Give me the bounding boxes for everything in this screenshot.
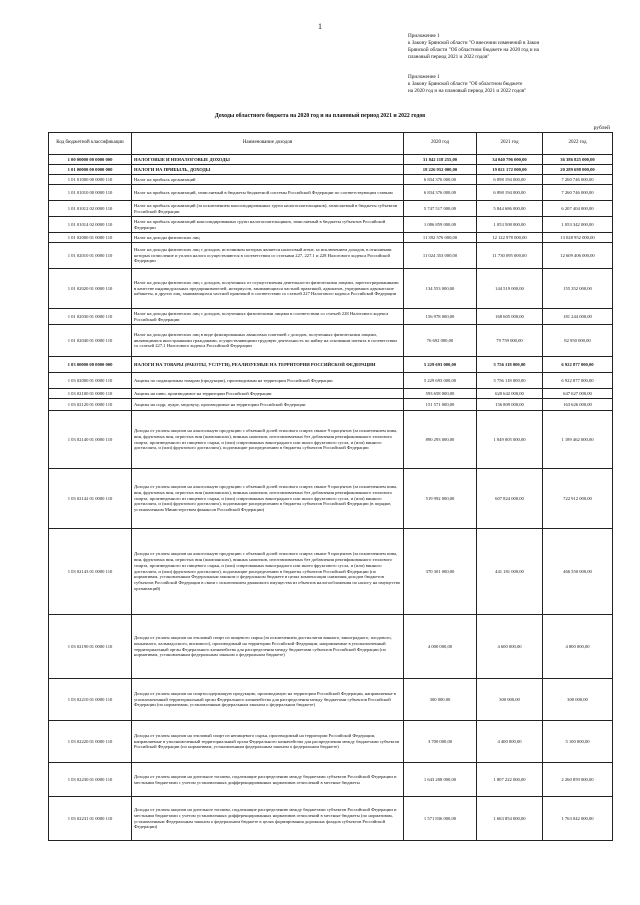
row-2020: 6 834 376 000,00	[404, 185, 477, 201]
row-2022: 36 386 825 000,00	[543, 155, 613, 165]
table-row	[49, 175, 613, 185]
row-name: Доходы от уплаты акцизов на спиртосодержащую продукцию, производимую на территории Российской Федерации, направляемые в уполномоченный территориальный орган Федерального казначейства для распределения между бюджетами субъектов Российской Федерации (по нормативам, установленным федеральным законом о федеральном бюджете)	[132, 679, 404, 721]
row-code: 1 01 02010 01 0000 110	[49, 243, 132, 269]
row-2020: 890 293 000,00	[404, 411, 477, 469]
row-2020: 5 229 693 000,00	[404, 373, 477, 389]
row-2022: 466 550 000,00	[543, 529, 613, 615]
row-name: НАЛОГИ НА ТОВАРЫ (РАБОТЫ, УСЛУГИ), РЕАЛИЗУЕМЫЕ НА ТЕРРИТОРИИ РОССИЙСКОЙ ФЕДЕРАЦИИ	[132, 357, 404, 373]
row-code: 1 03 02140 01 0000 110	[49, 411, 132, 469]
table-row	[49, 201, 613, 217]
table-row	[49, 763, 613, 797]
row-name: Доходы от уплаты акцизов на алкогольную продукцию с объемной долей этилового спирта свыше 9 процентов (за исключением пива, вин, фруктовых вин, игристых вин (шампанских), винных напитков, изготавливаемых без добавления ректификованного этилового спирта, произведенного из пищевого сырья, и (или) спиртованных виноградного или иного фруктового сусла, и (или) винного дистиллята, и (или) фруктового дистиллята), подлежащие распределению в бюджеты субъектов Российской Федерации	[132, 411, 404, 469]
row-2020: 519 992 000,00	[404, 469, 477, 529]
appendix-line: на 2020 год и на плановый период 2021 и 2022 годов"	[408, 87, 527, 94]
appendix-line: Приложение 1	[408, 74, 440, 80]
row-2022: 2 260 859 000,00	[543, 763, 613, 797]
row-code: 1 03 02143 01 0000 110	[49, 529, 132, 615]
row-code: 1 01 02030 01 0000 110	[49, 309, 132, 325]
row-name: Акцизы по подакцизным товарам (продукции), производимым на территории Российской Федерации	[132, 373, 404, 389]
row-code: 1 01 02020 01 0000 110	[49, 269, 132, 309]
row-name: Налог на доходы физических лиц с доходов, источником которых является налоговый агент, за исключением доходов, в отношении которых исчисление и уплата налога осуществляются в соответствии со статьями 227, 227.1 и 228 Налогового кодекса Российской Федерации	[132, 243, 404, 269]
row-2021: 1 053 508 000,00	[477, 217, 543, 233]
row-2022: 163 626 000,00	[543, 399, 613, 411]
table-row	[49, 243, 613, 269]
row-2022: 300 000,00	[543, 679, 613, 721]
page-number: 1	[318, 22, 322, 31]
row-2021: 79 759 000,00	[477, 325, 543, 357]
row-name: Налог на доходы физических лиц с доходов, полученных физическими лицами в соответствии со статьей 228 Налогового кодекса Российской Федерации	[132, 309, 404, 325]
table-header-row	[49, 133, 613, 155]
units-label: рублей	[593, 125, 610, 131]
table-row	[49, 155, 613, 165]
table-row	[49, 721, 613, 763]
row-2022: 4 800 000,00	[543, 615, 613, 679]
document-title: Доходы областного бюджета на 2020 год и на плановый период 2021 и 2022 годов	[214, 113, 426, 119]
row-2022: 7 260 746 000,00	[543, 175, 613, 185]
row-2020: 5 229 693 000,00	[404, 357, 477, 373]
row-2021: 5 756 118 000,00	[477, 357, 543, 373]
row-2020: 5 747 517 000,00	[404, 201, 477, 217]
header-name: Наименование доходов	[132, 133, 404, 155]
row-name: Налог на прибыль организаций консолидированных групп налогоплательщиков, зачисляемый в бюджеты субъектов Российской Федерации	[132, 217, 404, 233]
appendix-header-1	[408, 33, 630, 60]
row-name: Налог на доходы физических лиц в виде фиксированных авансовых платежей с доходов, полученных физическими лицами, являющимися иностранными гражданами, осуществляющими трудовую деятельность по найму на основании патента в соответствии со статьей 227.1 Налогового кодекса Российской Федерации	[132, 325, 404, 357]
row-2020: 3 700 000,00	[404, 721, 477, 763]
table-row	[49, 217, 613, 233]
row-2020: 151 571 000,00	[404, 399, 477, 411]
appendix-line: к Закону Брянской области "Об областном бюджете	[408, 80, 523, 87]
table-row	[49, 233, 613, 243]
row-2021: 5 756 118 000,00	[477, 373, 543, 389]
row-2022: 5 100 000,00	[543, 721, 613, 763]
table-row	[49, 399, 613, 411]
row-2022: 155 352 000,00	[543, 269, 613, 309]
row-code: 1 03 02100 01 0000 110	[49, 389, 132, 399]
table-row	[49, 165, 613, 175]
row-code: 1 01 02000 01 0000 110	[49, 233, 132, 243]
appendix-header-2	[408, 74, 630, 95]
row-code: 1 01 01000 00 0000 110	[49, 175, 132, 185]
row-name: Доходы от уплаты акцизов на алкогольную продукцию с объемной долей этилового спирта свыше 9 процентов (за исключением пива, вин, фруктовых вин, игристых вин (шампанских), винных напитков, изготавливаемых без добавления ректификованного этилового спирта, произведенного из пищевого сырья, и (или) спиртованных виноградного или иного фруктового сусла, и (или) винного дистиллята, и (или) фруктового дистиллята), подлежащие распределению в бюджеты субъектов Российской Федерации (в порядке, установленном Министерством финансов Российской Федерации)	[132, 469, 404, 529]
row-2021: 4 600 000,00	[477, 615, 543, 679]
row-name: Налог на доходы физических лиц	[132, 233, 404, 243]
row-2022: 1 053 342 000,00	[543, 217, 613, 233]
row-name: Доходы от уплаты акцизов на дизельное топливо, подлежащие распределению между бюджетами субъектов Российской Федерации и местными бюджетами с учетом установленных дифференцированных нормативов отчислений в местные бюджеты	[132, 763, 404, 797]
row-2022: 181 244 000,00	[543, 309, 613, 325]
row-2021: 6 898 194 000,00	[477, 185, 543, 201]
row-2020: 593 658 000,00	[404, 389, 477, 399]
row-2022: 6 922 877 000,00	[543, 373, 613, 389]
appendix-line: к Закону Брянской области "О внесении изменений в Закон	[408, 39, 540, 46]
row-2022: 1 763 042 000,00	[543, 797, 613, 841]
row-2020: 31 842 118 255,00	[404, 155, 477, 165]
row-code: 1 01 01014 02 0000 110	[49, 217, 132, 233]
table-row	[49, 373, 613, 389]
row-2020: 18 226 952 000,00	[404, 165, 477, 175]
row-2021: 4 400 000,00	[477, 721, 543, 763]
row-code: 1 03 02142 01 0000 110	[49, 469, 132, 529]
header-2021: 2021 год	[477, 133, 543, 155]
row-code: 1 01 02040 01 0000 110	[49, 325, 132, 357]
table-row	[49, 309, 613, 325]
table-row	[49, 269, 613, 309]
row-2020: 4 000 000,00	[404, 615, 477, 679]
row-2021: 12 122 978 000,00	[477, 233, 543, 243]
row-code: 1 01 00000 00 0000 000	[49, 165, 132, 175]
table-row	[49, 185, 613, 201]
appendix-line: Приложение 1	[408, 33, 440, 39]
row-2021: 1 049 005 000,00	[477, 411, 543, 469]
row-2022: 647 627 000,00	[543, 389, 613, 399]
row-2021: 11 730 095 000,00	[477, 243, 543, 269]
row-2022: 722 912 000,00	[543, 469, 613, 529]
row-2022: 6 207 404 000,00	[543, 201, 613, 217]
table-row	[49, 615, 613, 679]
row-2021: 620 642 000,00	[477, 389, 543, 399]
row-2020: 370 301 000,00	[404, 529, 477, 615]
appendix-line: плановый период 2021 и 2022 годов"	[408, 53, 490, 60]
header-code: Код бюджетной классификации	[49, 133, 132, 155]
row-2022: 6 922 877 000,00	[543, 357, 613, 373]
revenue-table	[48, 132, 613, 841]
row-2020: 11 392 576 000,00	[404, 233, 477, 243]
row-name: Налог на прибыль организаций	[132, 175, 404, 185]
table-row	[49, 357, 613, 373]
row-name: Доходы от уплаты акцизов на этиловый спирт из пищевого сырья (за исключением дистиллятов винного, виноградного, плодового, коньячного, кальвадосного, вискового), производимый на территории Российской Федерации, направляемые в уполномоченный территориальный орган Федерального казначейства для распределения между бюджетами субъектов Российской Федерации (по нормативам, установленным федеральным законом о федеральном бюджете)	[132, 615, 404, 679]
row-name: НАЛОГОВЫЕ И НЕНАЛОГОВЫЕ ДОХОДЫ	[132, 155, 404, 165]
row-name: Доходы от уплаты акцизов на алкогольную продукцию с объемной долей этилового спирта свыше 9 процентов (за исключением пива, вин, фруктовых вин, игристых вин (шампанских), винных напитков, изготавливаемых без добавления ректификованного этилового спирта, произведенного из пищевого сырья, и (или) спиртованных виноградного или иного фруктового сусла, и (или) винного дистиллята, и (или) фруктового дистиллята), подлежащие распределению в бюджеты субъектов Российской Федерации (по нормативам, установленным Федеральным законом о федеральном бюджете в целях компенсации снижения доходов бюджетов субъектов Российской Федерации в связи с исключением движимого имущества из объектов налогообложения по налогу на имущество организаций)	[132, 529, 404, 615]
row-2021: 300 000,00	[477, 679, 543, 721]
row-name: Доходы от уплаты акцизов на дизельное топливо, подлежащие распределению между бюджетами субъектов Российской Федерации и местными бюджетами с учетом установленных дифференцированных нормативов отчислений в местные бюджеты (по нормативам, установленным Федеральным законом о федеральном бюджете в целях формирования дорожных фондов субъектов Российской Федерации)	[132, 797, 404, 841]
row-code: 1 01 01012 02 0000 110	[49, 201, 132, 217]
row-2021: 607 824 000,00	[477, 469, 543, 529]
row-name: НАЛОГИ НА ПРИБЫЛЬ, ДОХОДЫ	[132, 165, 404, 175]
row-2020: 134 553 000,00	[404, 269, 477, 309]
row-2022: 20 289 698 000,00	[543, 165, 613, 175]
row-code: 1 03 02231 01 0000 110	[49, 797, 132, 841]
row-2020: 1 086 859 000,00	[404, 217, 477, 233]
row-2020: 11 024 353 000,00	[404, 243, 477, 269]
row-code: 1 03 02190 01 0000 110	[49, 615, 132, 679]
row-name: Акцизы на сидр, пуаре, медовуху, производимые на территории Российской Федерации	[132, 399, 404, 411]
header-2022: 2022 год	[543, 133, 613, 155]
row-code: 1 01 01010 00 0000 110	[49, 185, 132, 201]
row-name: Налог на прибыль организаций (за исключением консолидированных групп налогоплательщиков), зачисляемый в бюджеты субъектов Российской Федерации	[132, 201, 404, 217]
row-2020: 1 643 208 000,00	[404, 763, 477, 797]
table-row	[49, 529, 613, 615]
row-2021: 19 021 172 000,00	[477, 165, 543, 175]
row-2021: 6 898 194 000,00	[477, 175, 543, 185]
row-code: 1 03 02120 01 0000 110	[49, 399, 132, 411]
row-code: 1 03 02220 01 0000 110	[49, 721, 132, 763]
row-2020: 156 978 000,00	[404, 309, 477, 325]
row-name: Акцизы на пиво, производимое на территории Российской Федерации	[132, 389, 404, 399]
row-2021: 156 809 000,00	[477, 399, 543, 411]
row-code: 1 00 00000 00 0000 000	[49, 155, 132, 165]
row-name: Налог на доходы физических лиц с доходов, полученных от осуществления деятельности физическими лицами, зарегистрированными в качестве индивидуальных предпринимателей, нотариусов, занимающихся частной практикой, адвокатов, учредивших адвокатские кабинеты, и других лиц, занимающихся частной практикой в соответствии со статьей 227 Налогового кодекса Российской Федерации	[132, 269, 404, 309]
row-2020: 300 000,00	[404, 679, 477, 721]
appendix-line: Брянской области "Об областном бюджете на 2020 год и на	[408, 46, 539, 53]
row-2022: 1 189 462 000,00	[543, 411, 613, 469]
table-row	[49, 411, 613, 469]
table-row	[49, 679, 613, 721]
row-2020: 6 834 376 000,00	[404, 175, 477, 185]
row-name: Налог на прибыль организаций, зачисляемый в бюджеты бюджетной системы Российской Федерации по соответствующим ставкам	[132, 185, 404, 201]
row-2021: 1 663 854 000,00	[477, 797, 543, 841]
row-2022: 7 260 746 000,00	[543, 185, 613, 201]
row-2020: 76 692 000,00	[404, 325, 477, 357]
table-row	[49, 469, 613, 529]
table-row	[49, 325, 613, 357]
table-row	[49, 797, 613, 841]
row-2022: 82 950 000,00	[543, 325, 613, 357]
row-2022: 12 609 406 000,00	[543, 243, 613, 269]
row-2021: 5 844 686 000,00	[477, 201, 543, 217]
row-code: 1 03 02230 01 0000 110	[49, 763, 132, 797]
row-2021: 168 605 000,00	[477, 309, 543, 325]
row-2022: 13 028 952 000,00	[543, 233, 613, 243]
row-2021: 441 181 000,00	[477, 529, 543, 615]
header-2020: 2020 год	[404, 133, 477, 155]
table-row	[49, 389, 613, 399]
row-name: Доходы от уплаты акцизов на этиловый спирт из непищевого сырья, производимый на территории Российской Федерации, направляемые в уполномоченный территориальный орган Федерального казначейства для распределения между бюджетами субъектов Российской Федерации (по нормативам, установленным федеральным законом о федеральном бюджете)	[132, 721, 404, 763]
row-2021: 34 040 796 000,00	[477, 155, 543, 165]
row-code: 1 03 02000 01 0000 110	[49, 373, 132, 389]
row-2020: 1 571 836 000,00	[404, 797, 477, 841]
row-code: 1 03 02210 01 0000 110	[49, 679, 132, 721]
row-2021: 1 807 222 000,00	[477, 763, 543, 797]
row-2021: 144 519 000,00	[477, 269, 543, 309]
row-code: 1 03 00000 00 0000 000	[49, 357, 132, 373]
